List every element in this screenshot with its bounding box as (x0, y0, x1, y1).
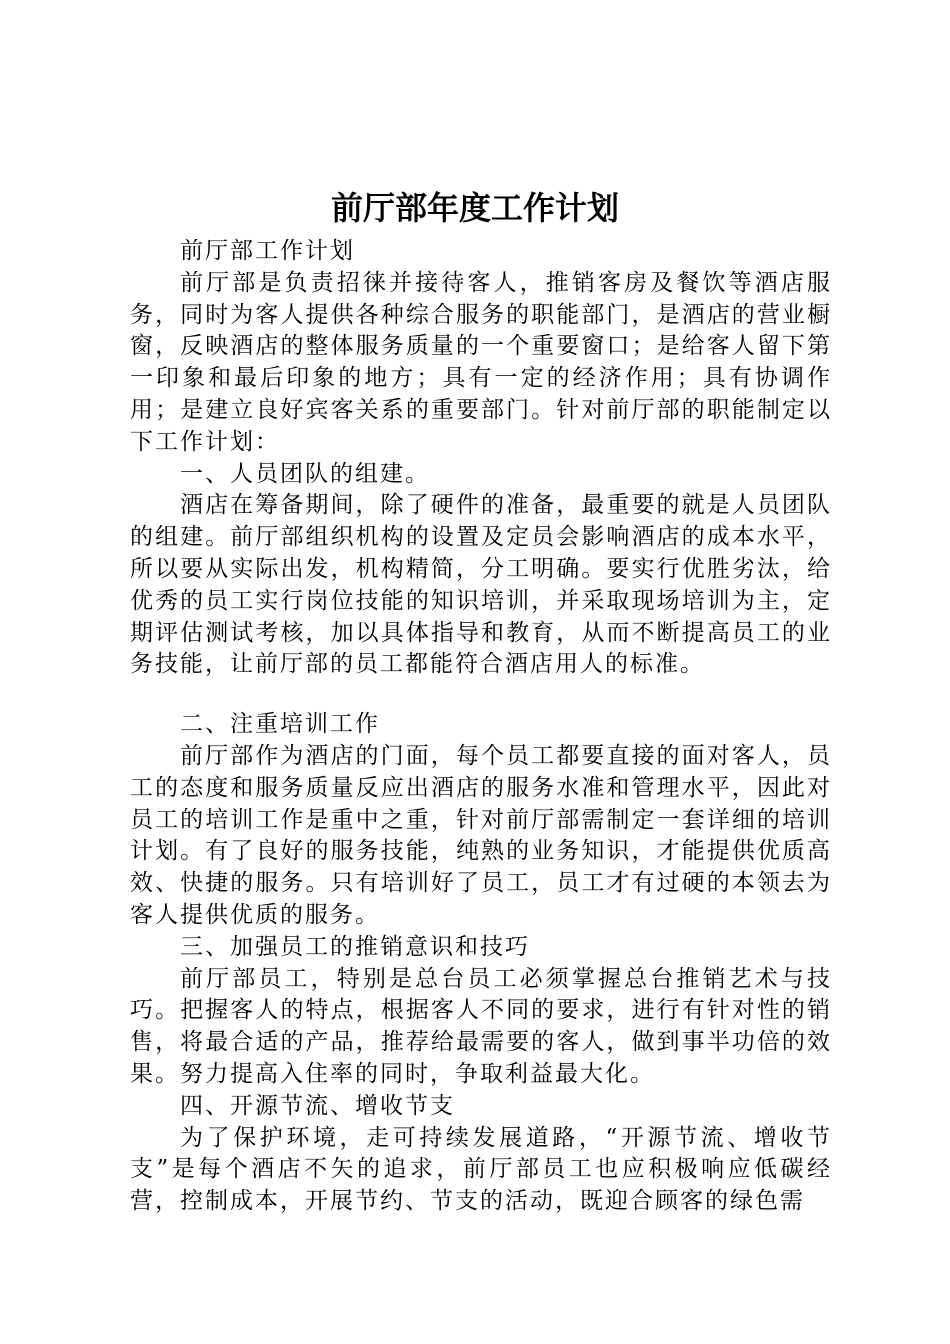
document-title: 前厅部年度工作计划 (330, 189, 619, 227)
section-heading-4: 四、开源节流、增收节支 (180, 1092, 455, 1119)
section-heading-3: 三、加强员工的推销意识和技巧 (180, 933, 530, 960)
document-body (130, 236, 832, 1218)
section-heading-1: 一、人员团队的组建。 (180, 460, 430, 487)
section-paragraph-4: 为了保护环境，走可持续发展道路，“开源节流、增收节支”是每个酒店不矢的追求，前厅部员工也应积极响应低碳经营，控制成本，开展节约、节支的活动，既迎合顾客的绿色需 (130, 1124, 832, 1215)
intro-paragraph: 前厅部是负责招徕并接待客人，推销客房及餐饮等酒店服务，同时为客人提供各种综合服务的职能部门，是酒店的营业橱窗，反映酒店的整体服务质量的一个重要窗口；是给客人留下第一印象和最后印象的地方；具有一定的经济作用；具有协调作用；是建立良好宾客关系的重要部门。针对前厅部的职能制定以下工作计划： (130, 269, 832, 455)
section-paragraph-2: 前厅部作为酒店的门面，每个员工都要直接的面对客人，员工的态度和服务质量反应出酒店的服务水准和管理水平，因此对员工的培训工作是重中之重，针对前厅部需制定一套详细的培训计划。有了良好的服务技能，纯熟的业务知识，才能提供优质高效、快捷的服务。只有培训好了员工，员工才有过硬的本领去为客人提供优质的服务。 (130, 742, 832, 928)
section-paragraph-1: 酒店在筹备期间，除了硬件的准备，最重要的就是人员团队的组建。前厅部组织机构的设置及定员会影响酒店的成本水平，所以要从实际出发，机构精简，分工明确。要实行优胜劣汰，给优秀的员工实行岗位技能的知识培训，并采取现场培训为主，定期评估测试考核，加以具体指导和教育，从而不断提高员工的业务技能，让前厅部的员工都能符合酒店用人的标准。 (130, 492, 832, 678)
section-paragraph-3: 前厅部员工，特别是总台员工必须掌握总台推销艺术与技巧。把握客人的特点，根据客人不同的要求，进行有针对性的销售，将最合适的产品，推荐给最需要的客人，做到事半功倍的效果。努力提高入住率的同时，争取利益最大化。 (130, 965, 832, 1087)
paragraph-gap (130, 681, 832, 709)
section-heading-2: 二、注重培训工作 (180, 711, 380, 738)
document-subtitle: 前厅部工作计划 (180, 238, 355, 264)
